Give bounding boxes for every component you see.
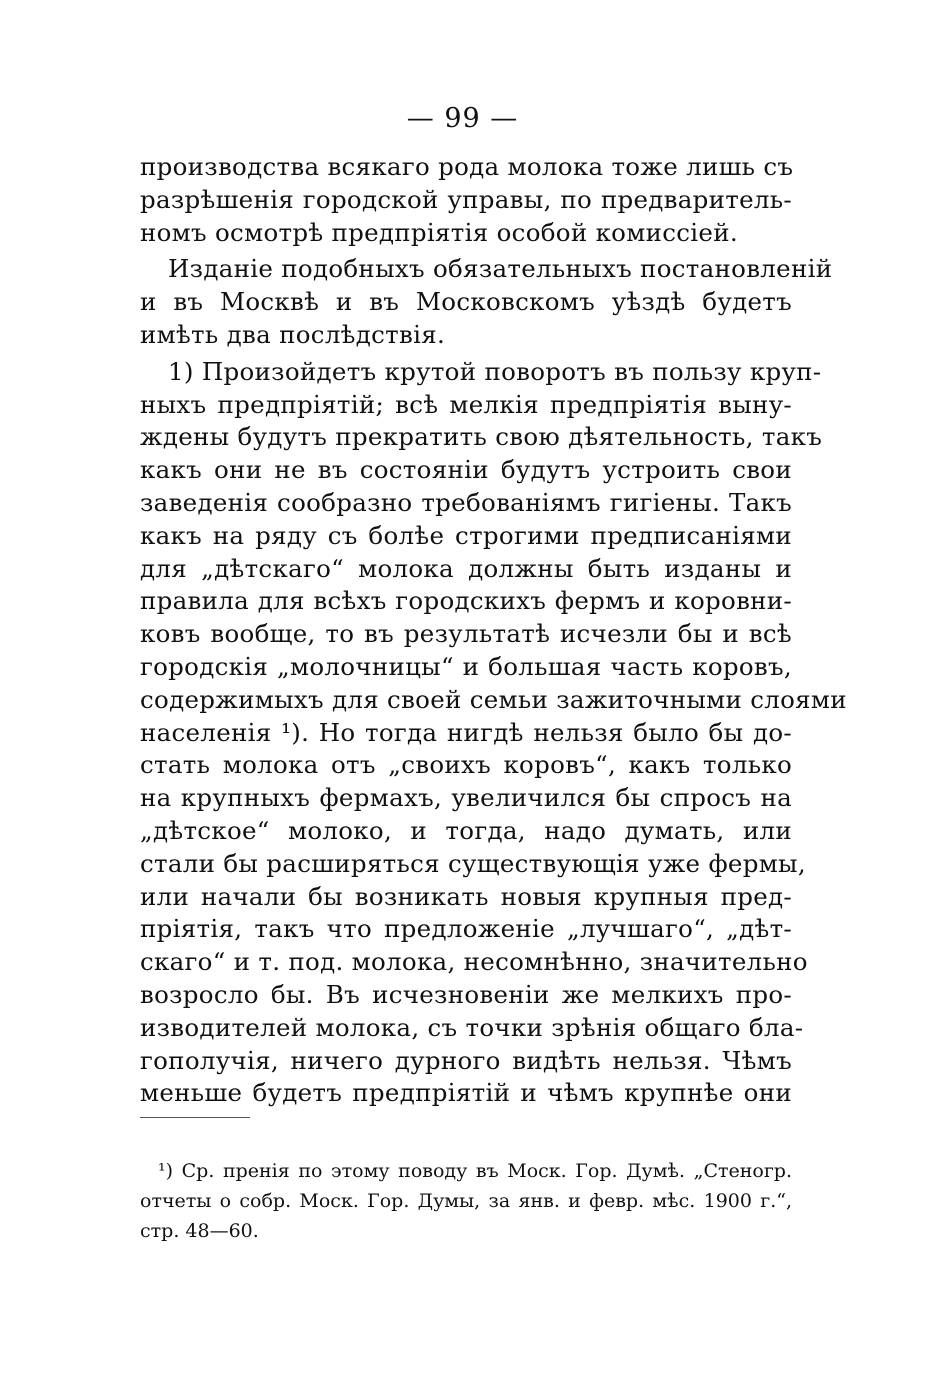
text-line: пріятія, такъ что предложеніе „лучшаго“, „дѣт- <box>140 914 792 944</box>
page-number: — 99 — <box>406 103 519 134</box>
footnote-divider <box>140 1117 250 1118</box>
text-line: возросло бы. Въ исчезновеніи же мелкихъ про- <box>140 979 792 1009</box>
paragraph-first-consequence <box>140 356 847 1110</box>
footnote <box>140 1156 792 1246</box>
text-line: производства всякаго рода молока тоже лишь съ <box>140 152 794 181</box>
body-text <box>140 151 847 1110</box>
text-line: и въ Москвѣ и въ Московскомъ уѣздѣ будетъ <box>140 287 792 317</box>
text-line: на крупныхъ фермахъ, увеличился бы спросъ на <box>140 783 792 813</box>
text-line: Изданіе подобныхъ обязательныхъ постановленій <box>168 254 833 284</box>
text-line: „дѣтское“ молоко, и тогда, надо думать, или <box>140 815 792 845</box>
footnote-line: отчеты о собр. Моск. Гор. Думы, за янв. и февр. мѣс. 1900 г.“, <box>140 1190 792 1212</box>
text-line: содержимыхъ для своей семьи зажиточными слоями <box>140 684 847 714</box>
text-line: скаго“ и т. под. молока, несомнѣнно, значительно <box>140 947 808 977</box>
text-line: населенія ¹). Но тогда нигдѣ нельзя было бы до- <box>140 717 792 747</box>
text-line: меньше будетъ предпріятій и чѣмъ крупнѣе они <box>140 1078 792 1108</box>
text-line: имѣть два послѣдствія. <box>140 319 446 349</box>
text-line: заведенія сообразно требованіямъ гигіены. Такъ <box>140 487 792 517</box>
paragraph-consequences-intro <box>140 253 833 351</box>
text-line: стали бы расширяться существующія уже фермы, <box>140 848 806 878</box>
text-line: какъ на ряду съ болѣе строгими предписаніями <box>140 520 792 550</box>
text-line: гополучія, ничего дурного видѣть нельзя. Чѣмъ <box>140 1045 792 1075</box>
text-line: разрѣшенія городской управы, по предваритель- <box>140 184 792 214</box>
text-line: или начали бы возникать новыя крупныя пред- <box>140 881 792 911</box>
footnote-line: стр. 48—60. <box>140 1220 259 1242</box>
text-line: изводителей молока, съ точки зрѣнія общаго бла- <box>140 1012 804 1042</box>
paragraph-continuation <box>140 151 792 249</box>
text-line: правила для всѣхъ городскихъ фермъ и коровни- <box>140 586 792 616</box>
text-line: стать молока отъ „своихъ коровъ“, какъ только <box>140 750 792 780</box>
text-line: для „дѣтскаго“ молока должны быть изданы и <box>140 553 792 583</box>
text-line: городскія „молочницы“ и большая часть коровъ, <box>140 651 792 681</box>
text-line: ковъ вообще, то въ результатѣ исчезли бы и всѣ <box>140 619 792 649</box>
text-line: номъ осмотрѣ предпріятія особой комиссіей. <box>140 217 738 247</box>
text-line: какъ они не въ состояніи будутъ устроить свои <box>140 455 792 485</box>
footnote-line: ¹) Ср. пренія по этому поводу въ Моск. Гор. Думѣ. „Стеногр. <box>158 1160 792 1182</box>
text-line: ныхъ предпріятій; всѣ мелкія предпріятія выну- <box>140 389 792 419</box>
text-line: ждены будутъ прекратить свою дѣятельность, такъ <box>140 422 823 452</box>
text-line: 1) Произойдетъ крутой поворотъ въ пользу круп- <box>168 356 822 386</box>
